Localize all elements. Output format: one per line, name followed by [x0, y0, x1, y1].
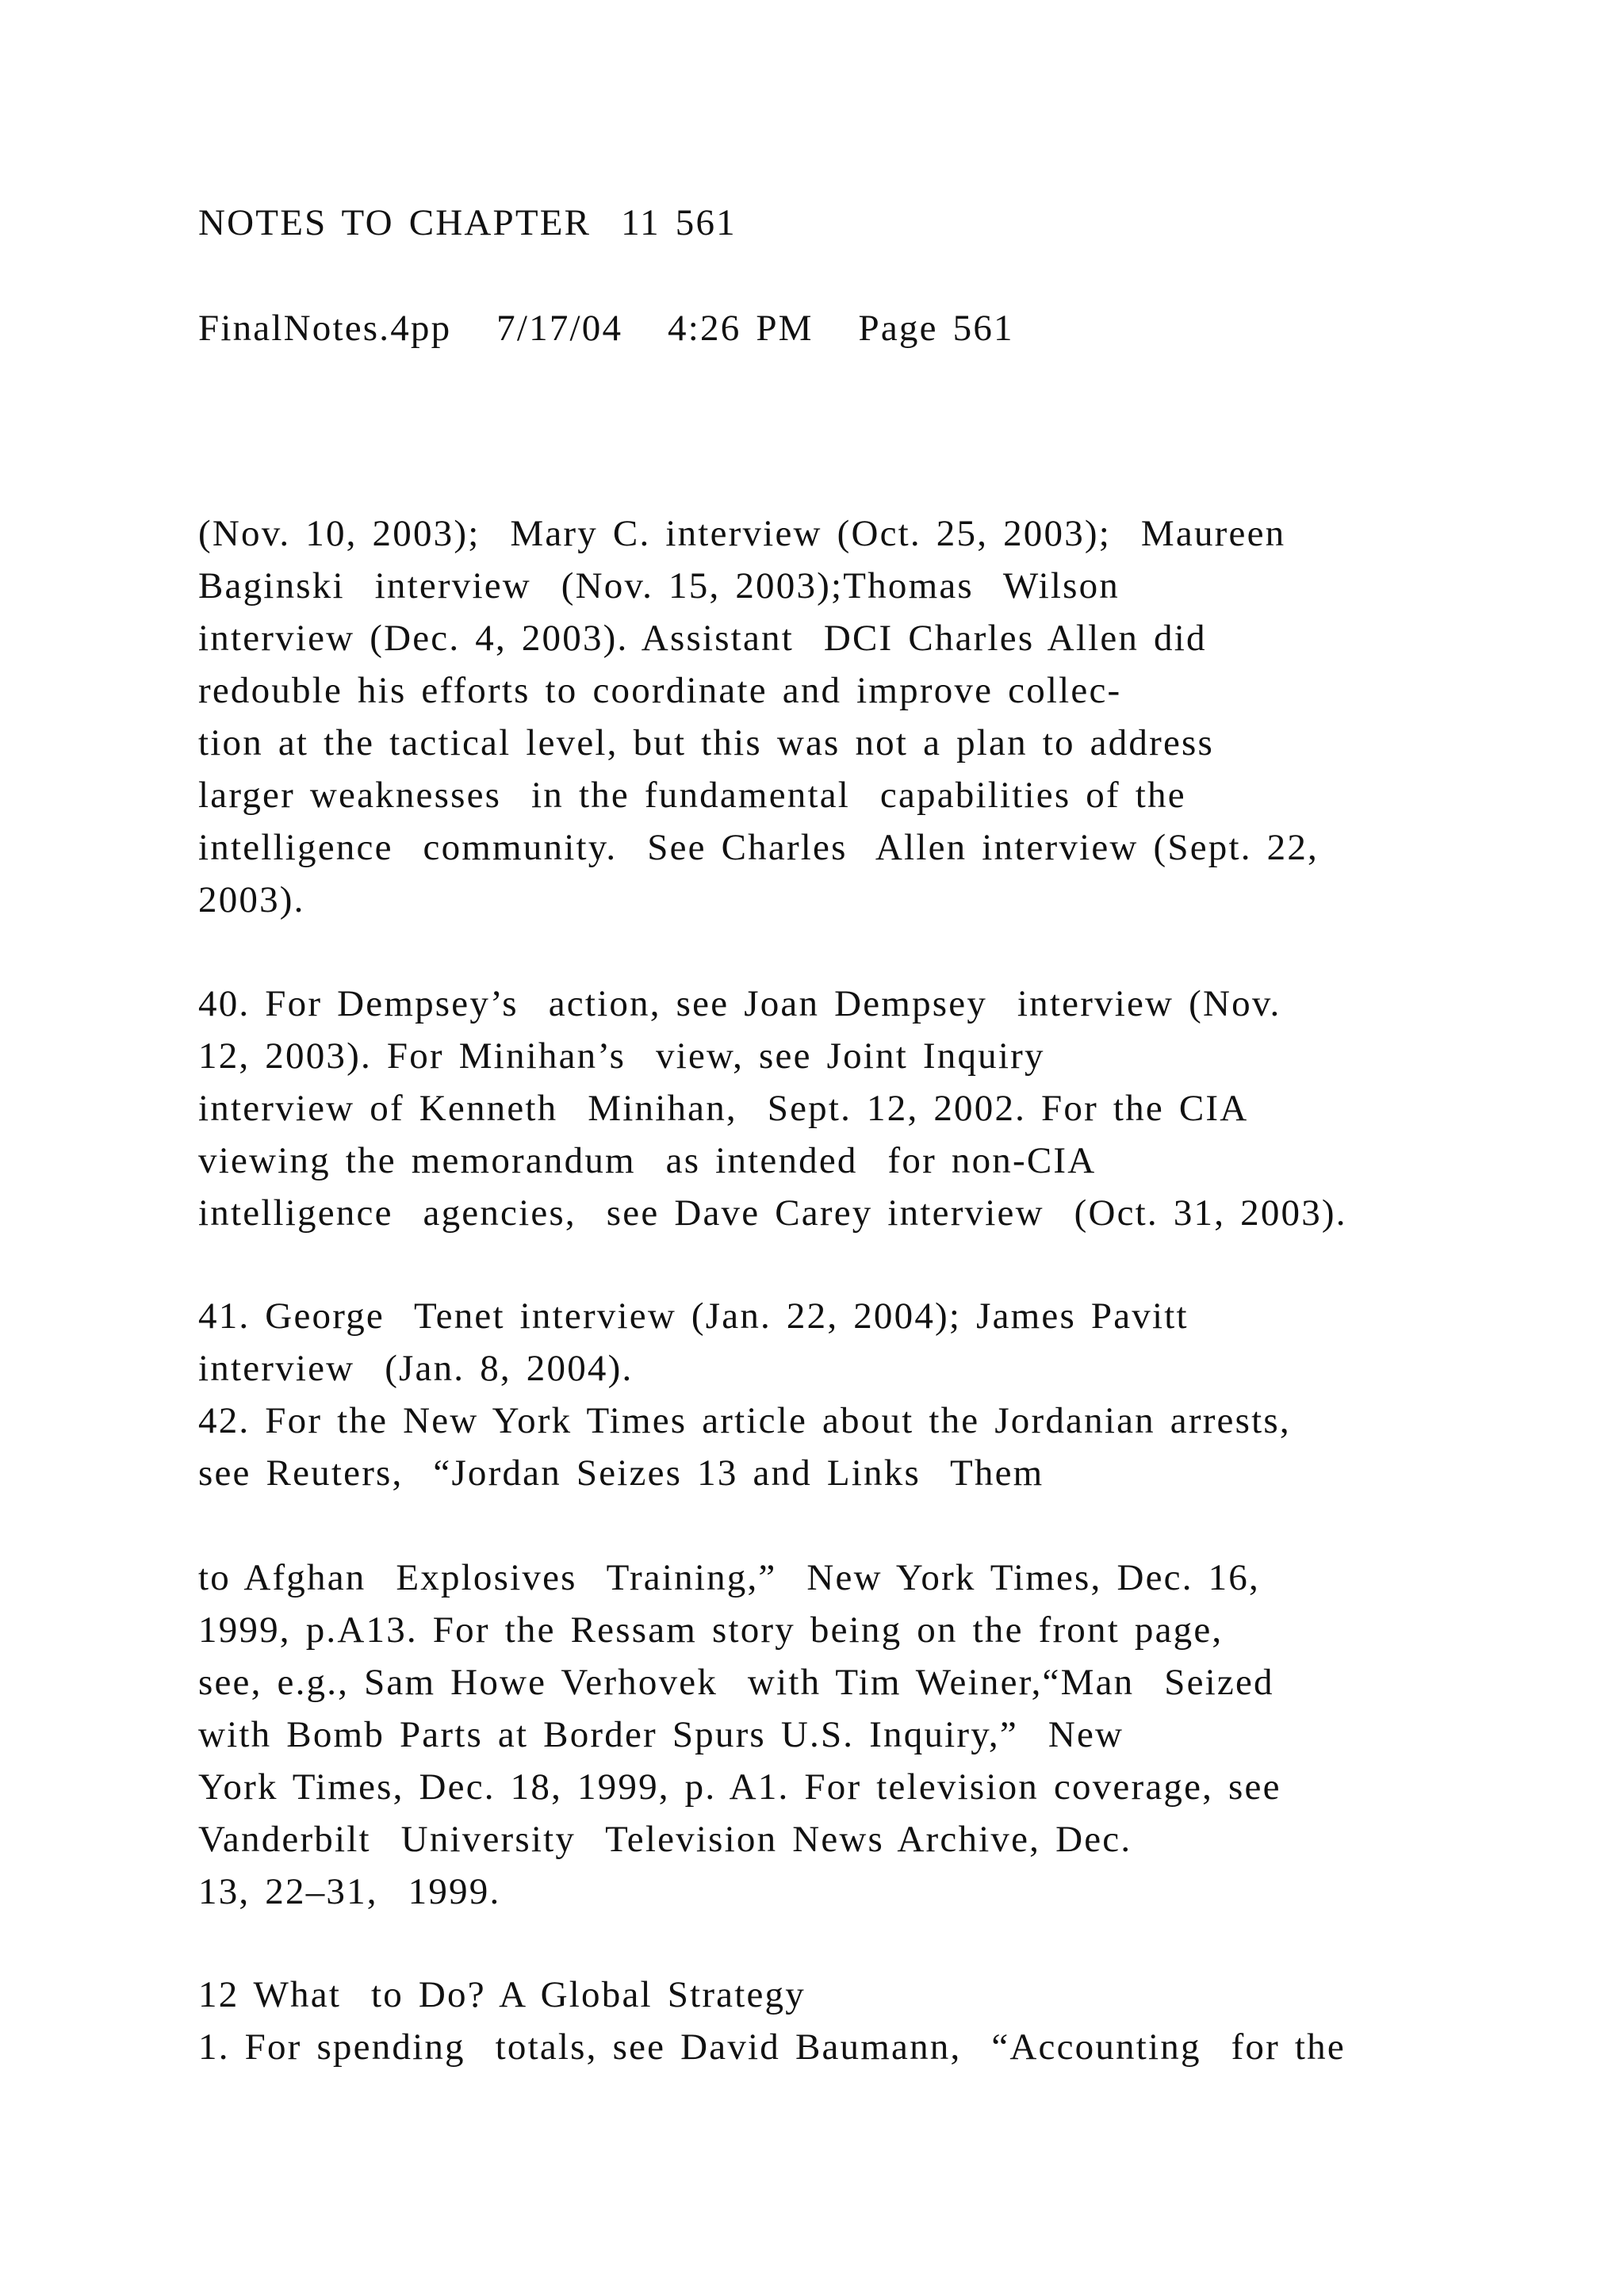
text-line: 1. For spending totals, see David Baumann, “Accounting for the	[198, 2026, 1346, 2068]
running-head	[198, 197, 1467, 249]
text-line: intelligence agencies, see Dave Carey interview (Oct. 31, 2003).	[198, 1192, 1347, 1234]
text-line: redouble his efforts to coordinate and improve collec-	[198, 670, 1122, 711]
text-line: 13, 22–31, 1999.	[198, 1871, 501, 1912]
text-line: see Reuters, “Jordan Seizes 13 and Links Them	[198, 1452, 1044, 1494]
file-info-text: FinalNotes.4pp 7/17/04 4:26 PM Page 561	[198, 308, 1014, 349]
text-line: with Bomb Parts at Border Spurs U.S. Inquiry,” New	[198, 1714, 1124, 1755]
text-line: Vanderbilt University Television News Archive, Dec.	[198, 1819, 1132, 1860]
text-line: tion at the tactical level, but this was not a plan to address	[198, 722, 1215, 763]
text-line: 41. George Tenet interview (Jan. 22, 2004); James Pavitt	[198, 1295, 1189, 1337]
text-line: Baginski interview (Nov. 15, 2003);Thomas Wilson	[198, 565, 1120, 607]
running-head-text: NOTES TO CHAPTER 11 561	[198, 202, 737, 243]
text-line: 42. For the New York Times article about the Jordanian arrests,	[198, 1400, 1291, 1441]
note-40	[198, 978, 1467, 1239]
chapter-12-notes	[198, 1969, 1467, 2073]
text-line: (Nov. 10, 2003); Mary C. interview (Oct. 25, 2003); Maureen	[198, 513, 1286, 554]
text-line: viewing the memorandum as intended for non-CIA	[198, 1140, 1097, 1181]
chapter-heading: 12 What to Do? A Global Strategy	[198, 1974, 806, 2015]
text-line: 12, 2003). For Minihan’s view, see Joint Inquiry	[198, 1035, 1045, 1077]
text-line: to Afghan Explosives Training,” New York Times, Dec. 16,	[198, 1557, 1260, 1598]
text-line: interview (Jan. 8, 2004).	[198, 1348, 634, 1389]
text-line: interview (Dec. 4, 2003). Assistant DCI Charles Allen did	[198, 618, 1207, 659]
text-line: see, e.g., Sam Howe Verhovek with Tim Weiner,“Man Seized	[198, 1662, 1274, 1703]
note-42-continued	[198, 1552, 1467, 1918]
text-line: interview of Kenneth Minihan, Sept. 12, 2002. For the CIA	[198, 1088, 1249, 1129]
text-line: 1999, p.A13. For the Ressam story being on the front page,	[198, 1609, 1224, 1651]
text-line: York Times, Dec. 18, 1999, p. A1. For television coverage, see	[198, 1766, 1281, 1808]
text-line: larger weaknesses in the fundamental capabilities of the	[198, 775, 1186, 816]
text-line: intelligence community. See Charles Allen interview (Sept. 22,	[198, 827, 1319, 868]
file-info	[198, 302, 1467, 354]
note-39-continued	[198, 507, 1467, 926]
text-line: 40. For Dempsey’s action, see Joan Dempsey interview (Nov.	[198, 983, 1281, 1024]
text-line: 2003).	[198, 879, 305, 920]
notes-41-42	[198, 1290, 1467, 1499]
